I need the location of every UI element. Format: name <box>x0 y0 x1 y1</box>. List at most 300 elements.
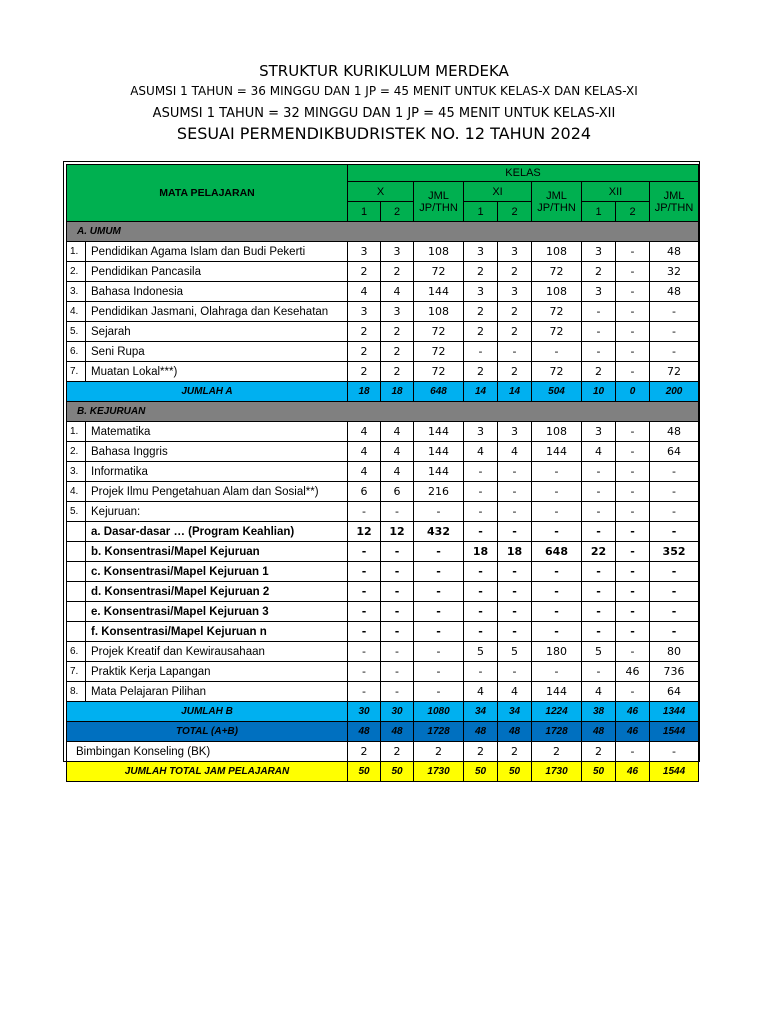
value-cell: 2 <box>498 322 532 342</box>
value-cell: 48 <box>498 722 532 742</box>
value-cell: 2 <box>582 742 616 762</box>
value-cell: - <box>464 342 498 362</box>
table-row <box>67 302 699 322</box>
header-jml-x <box>414 182 464 222</box>
value-cell: - <box>464 602 498 622</box>
value-cell: 3 <box>348 242 381 262</box>
value-cell: 72 <box>414 262 464 282</box>
value-cell: - <box>498 562 532 582</box>
value-cell: - <box>348 542 381 562</box>
value-cell: 1344 <box>650 702 699 722</box>
header-kelas: KELAS <box>348 165 699 182</box>
subject-name: c. Konsentrasi/Mapel Kejuruan 1 <box>86 562 348 582</box>
value-cell: - <box>582 342 616 362</box>
value-cell: 144 <box>414 462 464 482</box>
table-row <box>67 262 699 282</box>
value-cell: 18 <box>498 542 532 562</box>
subject-name: Bahasa Indonesia <box>86 282 348 302</box>
header-jpthn-label: JP/THN <box>419 201 458 214</box>
value-cell: - <box>582 622 616 642</box>
value-cell: 48 <box>582 722 616 742</box>
value-cell: - <box>582 482 616 502</box>
value-cell: 46 <box>616 722 650 742</box>
value-cell: - <box>381 682 414 702</box>
value-cell: - <box>414 682 464 702</box>
value-cell: 2 <box>464 742 498 762</box>
value-cell: 46 <box>616 702 650 722</box>
header-jpthn-label: JP/THN <box>537 201 576 214</box>
value-cell: 18 <box>381 382 414 402</box>
value-cell: 50 <box>464 762 498 782</box>
value-cell: 48 <box>650 242 699 262</box>
value-cell: 1730 <box>532 762 582 782</box>
value-cell: 22 <box>582 542 616 562</box>
section-row <box>67 222 699 242</box>
value-cell: 2 <box>498 302 532 322</box>
value-cell: 648 <box>532 542 582 562</box>
bk-row <box>67 742 699 762</box>
table-row <box>67 462 699 482</box>
subtitle-assumption-x-xi: ASUMSI 1 TAHUN = 36 MINGGU DAN 1 JP = 45 MENIT UNTUK KELAS-X DAN KELAS-XI <box>130 84 638 98</box>
value-cell: - <box>414 542 464 562</box>
table-row <box>67 242 699 262</box>
subject-name: Pendidikan Jasmani, Olahraga dan Kesehatan <box>86 302 348 322</box>
value-cell: 4 <box>498 442 532 462</box>
subject-name: Projek Ilmu Pengetahuan Alam dan Sosial**) <box>86 482 348 502</box>
value-cell: 4 <box>348 442 381 462</box>
value-cell: - <box>498 502 532 522</box>
value-cell: - <box>464 622 498 642</box>
value-cell: 2 <box>498 742 532 762</box>
value-cell: - <box>650 742 699 762</box>
value-cell: - <box>348 662 381 682</box>
value-cell: - <box>650 582 699 602</box>
subject-name: d. Konsentrasi/Mapel Kejuruan 2 <box>86 582 348 602</box>
value-cell: 5 <box>498 642 532 662</box>
value-cell: 1224 <box>532 702 582 722</box>
value-cell: 4 <box>348 462 381 482</box>
value-cell: 352 <box>650 542 699 562</box>
value-cell: - <box>616 622 650 642</box>
value-cell: - <box>381 582 414 602</box>
header-semester-1: 1 <box>582 202 616 222</box>
value-cell: - <box>348 622 381 642</box>
value-cell: 72 <box>650 362 699 382</box>
value-cell: - <box>532 502 582 522</box>
value-cell: - <box>616 582 650 602</box>
subject-name: e. Konsentrasi/Mapel Kejuruan 3 <box>86 602 348 622</box>
section-label: A. UMUM <box>67 222 699 242</box>
value-cell: - <box>414 502 464 522</box>
value-cell: - <box>381 662 414 682</box>
value-cell: 2 <box>464 302 498 322</box>
value-cell: 30 <box>348 702 381 722</box>
value-cell: 2 <box>464 262 498 282</box>
value-cell: 5 <box>464 642 498 662</box>
value-cell: - <box>464 502 498 522</box>
table-row <box>67 682 699 702</box>
value-cell: - <box>582 522 616 542</box>
value-cell: - <box>582 602 616 622</box>
subject-name: f. Konsentrasi/Mapel Kejuruan n <box>86 622 348 642</box>
value-cell: - <box>414 642 464 662</box>
value-cell: - <box>532 462 582 482</box>
value-cell: - <box>464 662 498 682</box>
value-cell: - <box>532 522 582 542</box>
value-cell: 6 <box>381 482 414 502</box>
value-cell: - <box>381 642 414 662</box>
table-row <box>67 342 699 362</box>
table-row <box>67 582 699 602</box>
value-cell: 4 <box>381 462 414 482</box>
header-jml-xi <box>532 182 582 222</box>
value-cell: - <box>348 502 381 522</box>
grand-total-row <box>67 762 699 782</box>
value-cell: - <box>616 322 650 342</box>
value-cell: - <box>616 542 650 562</box>
total-ab-row <box>67 722 699 742</box>
value-cell: - <box>616 502 650 522</box>
value-cell: - <box>616 362 650 382</box>
subtotal-row <box>67 702 699 722</box>
value-cell: - <box>348 562 381 582</box>
value-cell: 4 <box>464 442 498 462</box>
value-cell: - <box>616 522 650 542</box>
value-cell: 14 <box>498 382 532 402</box>
row-number <box>67 522 86 542</box>
value-cell: - <box>348 582 381 602</box>
table-row <box>67 282 699 302</box>
value-cell: - <box>348 682 381 702</box>
value-cell: - <box>464 522 498 542</box>
subject-name: Pendidikan Pancasila <box>86 262 348 282</box>
value-cell: 50 <box>348 762 381 782</box>
value-cell: - <box>464 482 498 502</box>
value-cell: 2 <box>348 742 381 762</box>
value-cell: - <box>582 322 616 342</box>
value-cell: 4 <box>348 422 381 442</box>
table-row <box>67 542 699 562</box>
total-ab-row-label: TOTAL (A+B) <box>67 722 348 742</box>
value-cell: - <box>616 342 650 362</box>
table-row <box>67 362 699 382</box>
value-cell: 50 <box>498 762 532 782</box>
value-cell: - <box>532 582 582 602</box>
header-grade-x: X <box>348 182 414 202</box>
row-number: 5. <box>67 502 86 522</box>
value-cell: - <box>532 562 582 582</box>
value-cell: - <box>650 602 699 622</box>
value-cell: - <box>464 462 498 482</box>
value-cell: 46 <box>616 662 650 682</box>
value-cell: 6 <box>348 482 381 502</box>
value-cell: 5 <box>582 642 616 662</box>
value-cell: 46 <box>616 762 650 782</box>
value-cell: 108 <box>532 282 582 302</box>
value-cell: 30 <box>381 702 414 722</box>
value-cell: - <box>650 302 699 322</box>
value-cell: 2 <box>381 322 414 342</box>
value-cell: - <box>650 482 699 502</box>
value-cell: - <box>381 622 414 642</box>
value-cell: 38 <box>582 702 616 722</box>
value-cell: 3 <box>381 302 414 322</box>
value-cell: 72 <box>414 342 464 362</box>
value-cell: 64 <box>650 442 699 462</box>
value-cell: 72 <box>532 362 582 382</box>
value-cell: 0 <box>616 382 650 402</box>
row-number: 7. <box>67 662 86 682</box>
value-cell: - <box>582 462 616 482</box>
value-cell: 2 <box>348 262 381 282</box>
value-cell: 50 <box>582 762 616 782</box>
subject-name: Pendidikan Agama Islam dan Budi Pekerti <box>86 242 348 262</box>
subject-name: Bahasa Inggris <box>86 442 348 462</box>
table-row <box>67 502 699 522</box>
row-number: 4. <box>67 482 86 502</box>
subject-name: Praktik Kerja Lapangan <box>86 662 348 682</box>
value-cell: 3 <box>348 302 381 322</box>
value-cell: - <box>498 342 532 362</box>
value-cell: 3 <box>381 242 414 262</box>
value-cell: 4 <box>348 282 381 302</box>
value-cell: - <box>616 642 650 662</box>
value-cell: 144 <box>414 422 464 442</box>
header-jpthn-label: JP/THN <box>654 201 694 214</box>
value-cell: - <box>650 462 699 482</box>
subtitle-regulation: SESUAI PERMENDIKBUDRISTEK NO. 12 TAHUN 2024 <box>176 124 592 143</box>
value-cell: 4 <box>582 442 616 462</box>
value-cell: - <box>616 302 650 322</box>
value-cell: 2 <box>464 362 498 382</box>
value-cell: - <box>498 462 532 482</box>
value-cell: 2 <box>381 342 414 362</box>
value-cell: - <box>348 642 381 662</box>
value-cell: 144 <box>414 442 464 462</box>
header-row-kelas <box>67 165 699 182</box>
row-number <box>67 542 86 562</box>
value-cell: 144 <box>532 682 582 702</box>
subtitle-assumption-xii: ASUMSI 1 TAHUN = 32 MINGGU DAN 1 JP = 45 MENIT UNTUK KELAS-XII <box>152 106 616 121</box>
row-number: 7. <box>67 362 86 382</box>
value-cell: - <box>498 582 532 602</box>
value-cell: - <box>381 542 414 562</box>
row-number: 8. <box>67 682 86 702</box>
value-cell: 4 <box>582 682 616 702</box>
header-jml-label: JML <box>428 189 449 202</box>
value-cell: - <box>464 582 498 602</box>
table-row <box>67 602 699 622</box>
table-row <box>67 642 699 662</box>
subject-name: Projek Kreatif dan Kewirausahaan <box>86 642 348 662</box>
table-row <box>67 562 699 582</box>
row-number: 5. <box>67 322 86 342</box>
value-cell: - <box>532 342 582 362</box>
value-cell: 2 <box>532 742 582 762</box>
value-cell: 108 <box>532 422 582 442</box>
header-semester-1: 1 <box>464 202 498 222</box>
value-cell: 180 <box>532 642 582 662</box>
row-number: 1. <box>67 422 86 442</box>
value-cell: - <box>582 582 616 602</box>
subtotal-row-label: JUMLAH A <box>67 382 348 402</box>
value-cell: 2 <box>381 742 414 762</box>
value-cell: 1728 <box>414 722 464 742</box>
value-cell: 2 <box>498 362 532 382</box>
header-semester-2: 2 <box>381 202 414 222</box>
value-cell: 736 <box>650 662 699 682</box>
value-cell: 108 <box>414 302 464 322</box>
value-cell: 1544 <box>650 762 699 782</box>
value-cell: - <box>582 302 616 322</box>
value-cell: 504 <box>532 382 582 402</box>
value-cell: 2 <box>348 362 381 382</box>
value-cell: - <box>498 662 532 682</box>
value-cell: 2 <box>348 342 381 362</box>
value-cell: - <box>498 602 532 622</box>
value-cell: 3 <box>464 422 498 442</box>
value-cell: 48 <box>650 282 699 302</box>
row-number: 3. <box>67 462 86 482</box>
value-cell: 2 <box>381 262 414 282</box>
value-cell: 72 <box>414 362 464 382</box>
value-cell: 12 <box>381 522 414 542</box>
value-cell: 48 <box>464 722 498 742</box>
row-number <box>67 562 86 582</box>
value-cell: 3 <box>582 422 616 442</box>
value-cell: 72 <box>532 302 582 322</box>
value-cell: 1544 <box>650 722 699 742</box>
value-cell: - <box>414 562 464 582</box>
value-cell: 4 <box>381 442 414 462</box>
value-cell: - <box>381 502 414 522</box>
value-cell: - <box>582 502 616 522</box>
value-cell: - <box>650 522 699 542</box>
value-cell: - <box>498 622 532 642</box>
value-cell: - <box>532 622 582 642</box>
value-cell: 216 <box>414 482 464 502</box>
value-cell: - <box>650 502 699 522</box>
value-cell: 3 <box>464 282 498 302</box>
row-number: 6. <box>67 342 86 362</box>
header-semester-2: 2 <box>498 202 532 222</box>
header-jml-label: JML <box>546 189 567 202</box>
header-semester-2: 2 <box>616 202 650 222</box>
value-cell: 1730 <box>414 762 464 782</box>
section-row <box>67 402 699 422</box>
table-row <box>67 522 699 542</box>
table-body <box>67 165 699 782</box>
value-cell: - <box>582 662 616 682</box>
subject-name: b. Konsentrasi/Mapel Kejuruan <box>86 542 348 562</box>
header-grade-xii: XII <box>582 182 650 202</box>
value-cell: - <box>616 482 650 502</box>
value-cell: - <box>616 462 650 482</box>
row-number: 1. <box>67 242 86 262</box>
value-cell: 4 <box>381 422 414 442</box>
table-row <box>67 322 699 342</box>
value-cell: 432 <box>414 522 464 542</box>
value-cell: - <box>616 242 650 262</box>
value-cell: - <box>414 622 464 642</box>
value-cell: 14 <box>464 382 498 402</box>
subject-name: Mata Pelajaran Pilihan <box>86 682 348 702</box>
value-cell: 50 <box>381 762 414 782</box>
value-cell: - <box>616 282 650 302</box>
row-number <box>67 622 86 642</box>
value-cell: 18 <box>464 542 498 562</box>
value-cell: 4 <box>464 682 498 702</box>
table-row <box>67 442 699 462</box>
table-row <box>67 422 699 442</box>
table-row <box>67 482 699 502</box>
value-cell: 108 <box>532 242 582 262</box>
value-cell: - <box>616 442 650 462</box>
header-jml-label: JML <box>663 189 685 202</box>
value-cell: 18 <box>348 382 381 402</box>
value-cell: 3 <box>464 242 498 262</box>
value-cell: 10 <box>582 382 616 402</box>
value-cell: 2 <box>414 742 464 762</box>
value-cell: 144 <box>532 442 582 462</box>
value-cell: - <box>650 622 699 642</box>
value-cell: 48 <box>650 422 699 442</box>
value-cell: - <box>532 602 582 622</box>
value-cell: 72 <box>414 322 464 342</box>
value-cell: 64 <box>650 682 699 702</box>
row-number: 3. <box>67 282 86 302</box>
value-cell: - <box>348 602 381 622</box>
value-cell: - <box>616 562 650 582</box>
subject-name: Seni Rupa <box>86 342 348 362</box>
value-cell: 34 <box>464 702 498 722</box>
value-cell: 2 <box>582 262 616 282</box>
subject-name: Sejarah <box>86 322 348 342</box>
row-number <box>67 602 86 622</box>
value-cell: - <box>498 522 532 542</box>
value-cell: 2 <box>498 262 532 282</box>
value-cell: - <box>616 262 650 282</box>
value-cell: - <box>414 602 464 622</box>
value-cell: 2 <box>381 362 414 382</box>
subject-name: Matematika <box>86 422 348 442</box>
value-cell: 3 <box>498 242 532 262</box>
value-cell: 144 <box>414 282 464 302</box>
row-number: 4. <box>67 302 86 322</box>
value-cell: - <box>650 342 699 362</box>
value-cell: 4 <box>498 682 532 702</box>
value-cell: - <box>650 562 699 582</box>
value-cell: 72 <box>532 322 582 342</box>
table-row <box>67 662 699 682</box>
value-cell: - <box>616 682 650 702</box>
value-cell: - <box>381 562 414 582</box>
value-cell: 3 <box>498 282 532 302</box>
value-cell: - <box>532 662 582 682</box>
row-number: 2. <box>67 262 86 282</box>
curriculum-table <box>66 164 699 782</box>
value-cell: - <box>582 562 616 582</box>
value-cell: - <box>616 422 650 442</box>
value-cell: 200 <box>650 382 699 402</box>
value-cell: 648 <box>414 382 464 402</box>
header-subject: MATA PELAJARAN <box>67 165 348 222</box>
value-cell: - <box>498 482 532 502</box>
value-cell: 12 <box>348 522 381 542</box>
value-cell: 2 <box>582 362 616 382</box>
row-number: 6. <box>67 642 86 662</box>
value-cell: 34 <box>498 702 532 722</box>
